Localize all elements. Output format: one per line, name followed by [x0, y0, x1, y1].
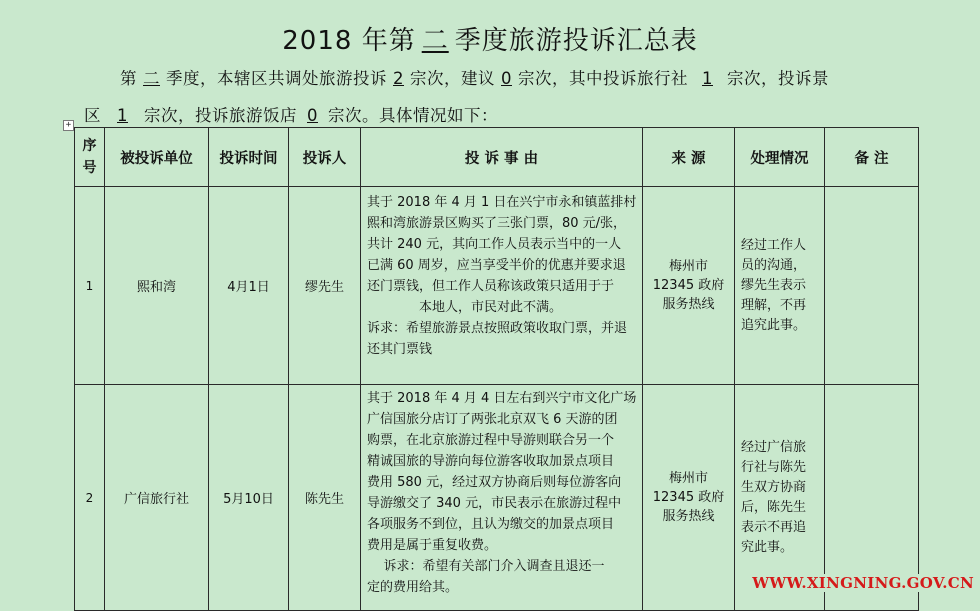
row-source: 梅州市 12345 政府 服务热线 [643, 385, 735, 611]
row-seq: 1 [75, 187, 105, 385]
row-handling: 经过广信旅行社与陈先生双方协商后，陈先生表示不再追究此事。 [735, 385, 825, 611]
summary-line-2: 区 1 宗次，投诉旅游饭店 0 宗次。具体情况如下： [84, 106, 498, 125]
row-source: 梅州市 12345 政府 服务热线 [643, 187, 735, 385]
row-time: 4月1日 [209, 187, 289, 385]
table-header-row [75, 128, 919, 187]
page-title [0, 20, 980, 57]
row-handling: 经过工作人员的沟通，缪先生表示理解，不再追究此事。 [735, 187, 825, 385]
header-matter: 投 诉 事 由 [361, 128, 643, 187]
title-prefix: 2018 年第 [282, 26, 416, 56]
header-remark: 备 注 [825, 128, 919, 187]
summary-line-1: 第 二 季度，本辖区共调处旅游投诉 2 宗次，建议 0 宗次，其中投诉旅行社 1 宗次，投诉景 [120, 69, 829, 88]
row-seq: 2 [75, 385, 105, 611]
row-unit: 熙和湾 [105, 187, 209, 385]
row-unit: 广信旅行社 [105, 385, 209, 611]
table-move-handle-icon[interactable]: + [63, 120, 74, 131]
table-row [75, 187, 919, 385]
header-person: 投诉人 [289, 128, 361, 187]
header-source: 来 源 [643, 128, 735, 187]
row-time: 5月10日 [209, 385, 289, 611]
header-unit: 被投诉单位 [105, 128, 209, 187]
title-suffix: 季度旅游投诉汇总表 [454, 26, 698, 56]
row-matter: 其于 2018 年 4 月 4 日左右到兴宁市文化广场 广信国旅分店订了两张北京双飞 6 天游的团 购票，在北京旅游过程中导游则联合另一个 精诚国旅的导游向每位游客收取加景点项目 费用 580 元，经过双方协商后则每位游客向 导游缴交了 340 元，市民表示在旅游过程中 各项服务不到位，且认为缴交的加景点项目 费用是属于重复收费。 诉求：希望有关部门介入调查且退还一 定的费用给其。 [361, 385, 643, 611]
header-seq: 序 号 [75, 128, 105, 187]
header-time: 投诉时间 [209, 128, 289, 187]
row-matter: 其于 2018 年 4 月 1 日在兴宁市永和镇蓝排村 熙和湾旅游景区购买了三张门票，80 元/张， 共计 240 元，其向工作人员表示当中的一人 已满 60 周岁，应当享受半价的优惠并要求退 还门票钱，但工作人员称该政策只适用于于 本地人，市民对此不满。 诉求：希望旅游景点按照政策收取门票，并退 还其门票钱 [361, 187, 643, 385]
title-quarter: 二 [421, 26, 449, 56]
site-watermark: WWW.XINGNING.GOV.CN [748, 574, 974, 592]
row-person: 缪先生 [289, 187, 361, 385]
complaint-table [74, 127, 919, 611]
row-person: 陈先生 [289, 385, 361, 611]
row-remark [825, 187, 919, 385]
header-handling: 处理情况 [735, 128, 825, 187]
